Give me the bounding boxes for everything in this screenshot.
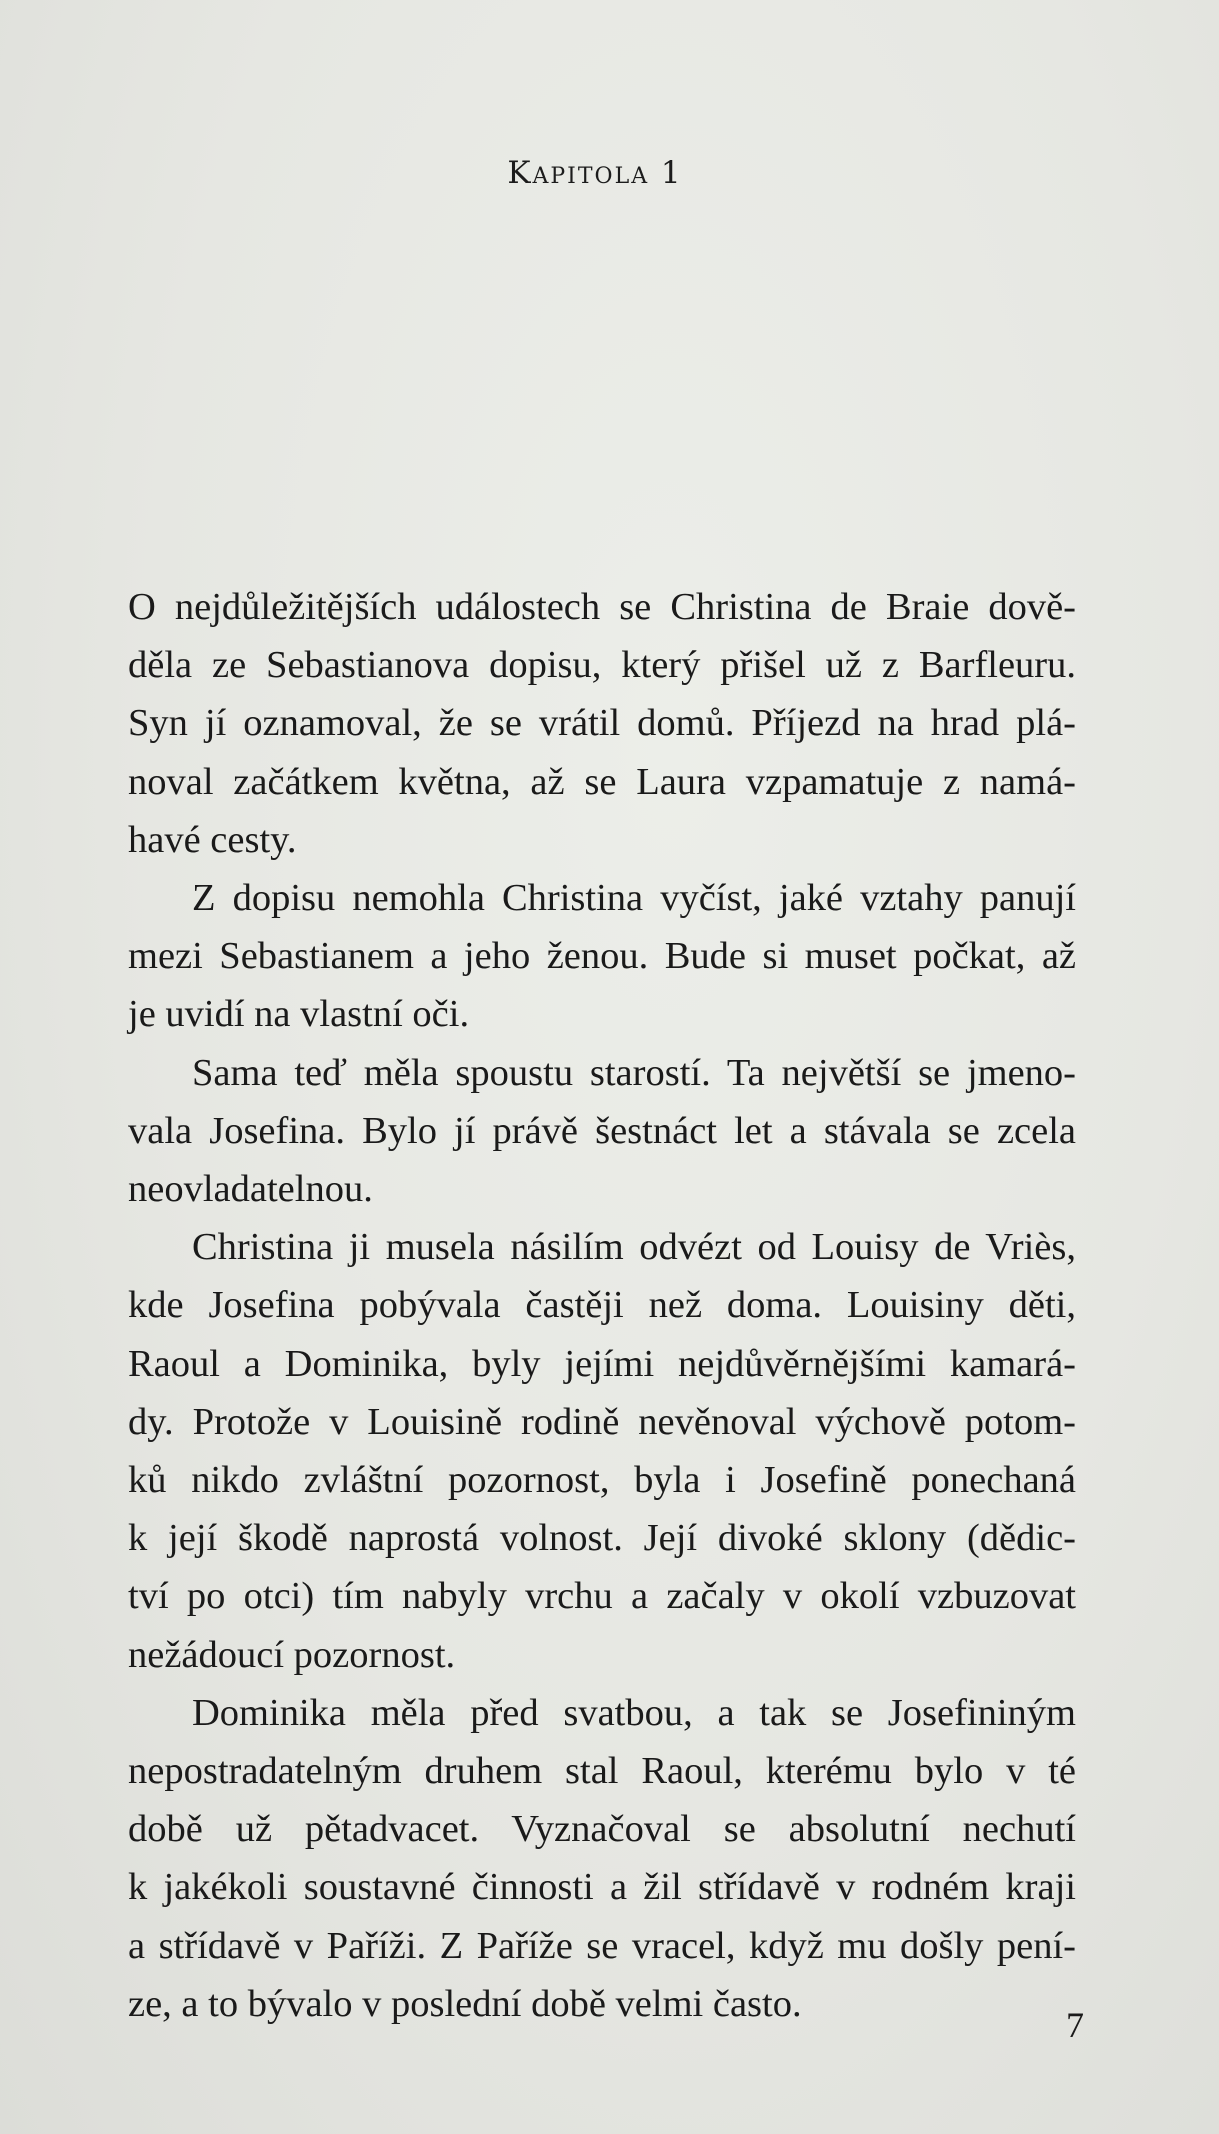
text-line: Raoul a Dominika, byly jejími nejdůvěrnějšími kamará- — [128, 1342, 1076, 1385]
text-line: děla ze Sebastianova dopisu, který přišel už z Barfleuru. — [128, 644, 1076, 687]
paragraph-3 — [128, 1044, 1076, 1219]
paragraph-1 — [128, 578, 1076, 869]
text-line: noval začátkem května, až se Laura vzpamatuje z namá- — [128, 760, 1076, 803]
text-line: k jakékoli soustavné činnosti a žil střídavě v rodném kraji — [128, 1866, 1076, 1909]
text-line: havé cesty. — [128, 818, 297, 861]
text-line: tví po otci) tím nabyly vrchu a začaly v okolí vzbuzovat — [128, 1575, 1076, 1618]
text-line: Z dopisu nemohla Christina vyčíst, jaké vztahy panují — [192, 877, 1076, 920]
text-line: ků nikdo zvláštní pozornost, byla i Josefině ponechaná — [128, 1459, 1076, 1502]
text-line: Christina ji musela násilím odvézt od Louisy de Vriès, — [192, 1226, 1076, 1269]
text-line: nežádoucí pozornost. — [128, 1633, 456, 1676]
text-line: Dominika měla před svatbou, a tak se Josefininým — [192, 1691, 1076, 1734]
text-line: O nejdůležitějších událostech se Christina de Braie dově- — [128, 586, 1076, 628]
text-line: dy. Protože v Louisině rodině nevěnoval výchově potom- — [128, 1400, 1076, 1443]
body-text — [128, 578, 1076, 2033]
text-line: kde Josefina pobývala častěji než doma. Louisiny děti, — [128, 1284, 1076, 1327]
text-line: Syn jí oznamoval, že se vrátil domů. Příjezd na hrad plá- — [128, 702, 1076, 745]
paragraph-2 — [128, 869, 1076, 1044]
text-line: době už pětadvacet. Vyznačoval se absolutní nechutí — [128, 1808, 1076, 1851]
paragraph-5 — [128, 1684, 1076, 2033]
text-line: ze, a to bývalo v poslední době velmi často. — [128, 1982, 802, 2025]
text-line: mezi Sebastianem a jeho ženou. Bude si muset počkat, až — [128, 935, 1076, 978]
text-line: k její škodě naprostá volnost. Její divoké sklony (dědic- — [128, 1517, 1076, 1560]
text-line: je uvidí na vlastní oči. — [128, 993, 470, 1036]
text-line: a střídavě v Paříži. Z Paříže se vracel, když mu došly pení- — [128, 1924, 1076, 1967]
text-line: neovladatelnou. — [128, 1168, 373, 1211]
text-line: nepostradatelným druhem stal Raoul, kterému bylo v té — [128, 1750, 1076, 1793]
paragraph-4 — [128, 1218, 1076, 1684]
text-line: Sama teď měla spoustu starostí. Ta největší se jmeno- — [192, 1051, 1076, 1094]
text-line: vala Josefina. Bylo jí právě šestnáct let a stávala se zcela — [128, 1109, 1076, 1152]
page-number: 7 — [1066, 2005, 1084, 2045]
chapter-heading: Kapitola 1 — [507, 155, 683, 191]
